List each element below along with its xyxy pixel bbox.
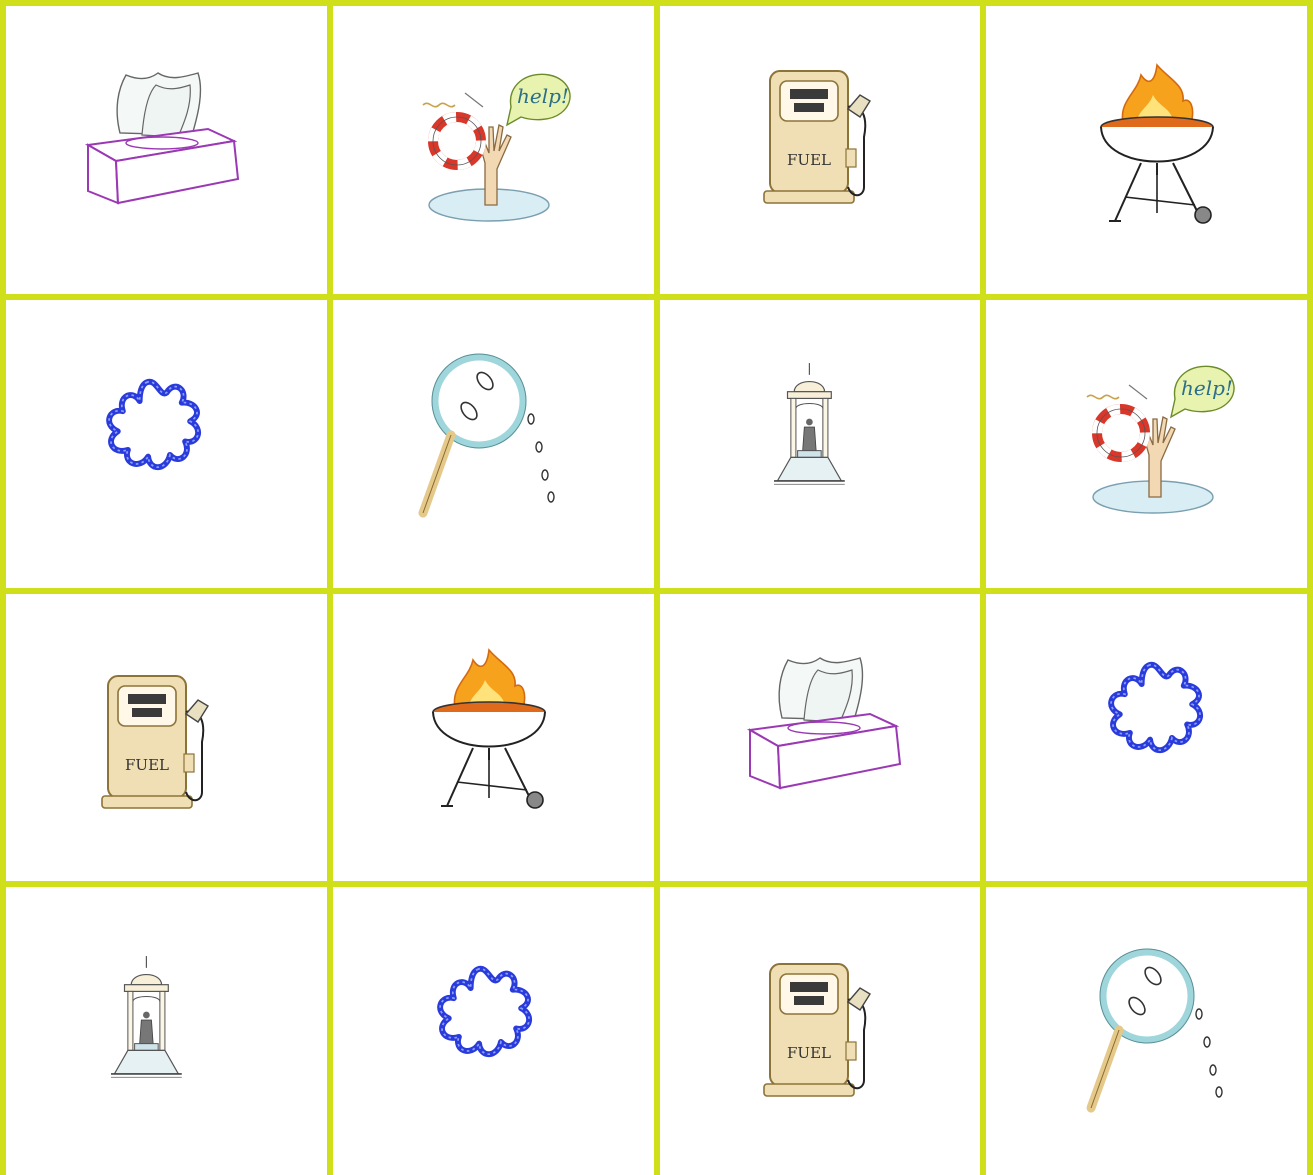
blue-squiggle-ring-icon [400,951,575,1111]
drowning-help-icon [1052,337,1262,527]
tissue-box-icon [53,45,263,235]
memory-card-4-2[interactable] [333,887,654,1175]
fuel-label: FUEL [125,756,170,775]
memory-card-1-1[interactable] [6,6,327,294]
statue-canopy-icon [732,358,907,518]
barbecue-grill-icon [384,630,594,820]
fuel-label: FUEL [786,1044,831,1063]
memory-card-2-3[interactable] [660,300,981,588]
memory-card-1-4[interactable] [986,6,1307,294]
memory-card-2-2[interactable] [333,300,654,588]
memory-card-3-4[interactable] [986,594,1307,882]
fuel-pump-icon [715,930,925,1120]
fuel-pump-icon [715,37,925,227]
blue-squiggle-ring-icon [69,364,244,524]
memory-card-1-2[interactable] [333,6,654,294]
statue-canopy-icon [69,951,244,1111]
drowning-help-icon [388,45,598,235]
tissue-box-icon [715,630,925,820]
blue-squiggle-ring-icon [1071,647,1246,807]
memory-card-4-4[interactable] [986,887,1307,1175]
magnifier-footprints-icon [1056,932,1266,1122]
memory-card-3-3[interactable] [660,594,981,882]
fuel-pump-icon [53,642,263,832]
barbecue-grill-icon [1052,45,1262,235]
help-speech-text: help! [517,83,570,108]
memory-card-2-4[interactable] [986,300,1307,588]
memory-card-4-3[interactable] [660,887,981,1175]
fuel-label: FUEL [786,150,831,169]
memory-card-1-3[interactable] [660,6,981,294]
magnifier-footprints-icon [388,337,598,527]
memory-card-3-2[interactable] [333,594,654,882]
memory-card-3-1[interactable] [6,594,327,882]
memory-card-4-1[interactable] [6,887,327,1175]
help-speech-text: help! [1180,375,1233,400]
memory-card-2-1[interactable] [6,300,327,588]
